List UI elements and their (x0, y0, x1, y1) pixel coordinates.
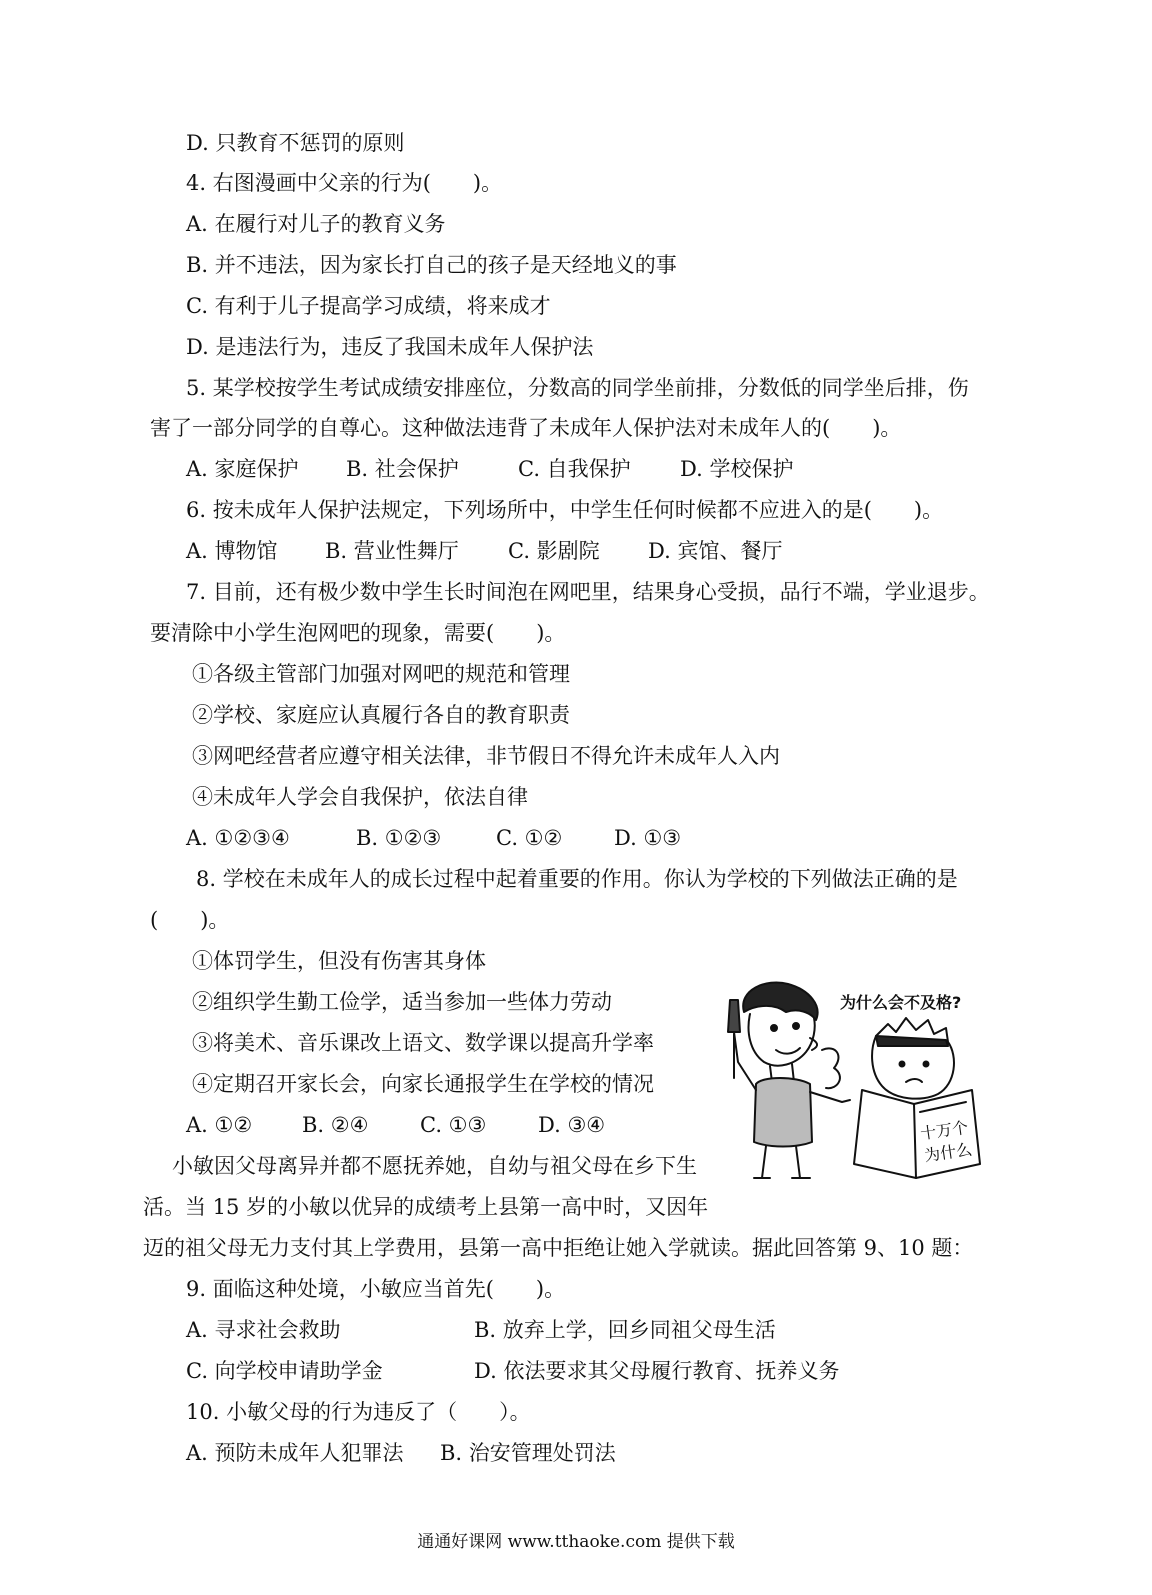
cartoon-book-title-line-2: 为什么 (923, 1139, 974, 1166)
passage-line-3: 迈的祖父母无力支付其上学费用，县第一高中拒绝让她入学就读。据此回答第 9、10 题： (143, 1236, 974, 1260)
q7-item-2: ②学校、家庭应认真履行各自的教育职责 (192, 703, 570, 727)
page-footer: 通通好课网 www.tthaoke.com 提供下载 (417, 1532, 735, 1552)
q8-item-3: ③将美术、音乐课改上语文、数学课以提高升学率 (192, 1031, 654, 1055)
q8-item-1: ①体罚学生，但没有伤害其身体 (192, 949, 486, 973)
cartoon-illustration (726, 972, 994, 1184)
q10-option-b: B. 治安管理处罚法 (440, 1441, 616, 1465)
q5-stem-line-1: 5. 某学校按学生考试成绩安排座位，分数高的同学坐前排，分数低的同学坐后排，伤 (186, 376, 969, 400)
q8-option-a: A. ①② (186, 1113, 253, 1137)
q10-stem: 10. 小敏父母的行为违反了（ ）。 (186, 1400, 531, 1424)
q7-item-1: ①各级主管部门加强对网吧的规范和管理 (192, 662, 570, 686)
q8-item-2: ②组织学生勤工俭学，适当参加一些体力劳动 (192, 990, 612, 1014)
q6-option-b: B. 营业性舞厅 (325, 539, 459, 563)
q6-stem: 6. 按未成年人保护法规定，下列场所中，中学生任何时候都不应进入的是( )。 (186, 498, 944, 522)
q4-option-a: A. 在履行对儿子的教育义务 (186, 212, 446, 236)
q9-option-a: A. 寻求社会救助 (186, 1318, 341, 1342)
q10-option-a: A. 预防未成年人犯罪法 (186, 1441, 404, 1465)
q7-option-a: A. ①②③④ (186, 826, 290, 850)
q3-option-d: D. 只教育不惩罚的原则 (186, 131, 405, 155)
q6-option-c: C. 影剧院 (508, 539, 600, 563)
q5-option-a: A. 家庭保护 (186, 457, 299, 481)
q4-option-c: C. 有利于儿子提高学习成绩，将来成才 (186, 294, 551, 318)
cartoon-book-title-line-1: 十万个 (919, 1117, 970, 1144)
q7-item-3: ③网吧经营者应遵守相关法律，非节假日不得允许未成年人入内 (192, 744, 780, 768)
q6-option-d: D. 宾馆、餐厅 (648, 539, 783, 563)
q4-option-b: B. 并不违法，因为家长打自己的孩子是天经地义的事 (186, 253, 677, 277)
q8-stem-line-1: 8. 学校在未成年人的成长过程中起着重要的作用。你认为学校的下列做法正确的是 (196, 867, 958, 891)
q9-option-b: B. 放弃上学，回乡同祖父母生活 (474, 1318, 776, 1342)
q8-item-4: ④定期召开家长会，向家长通报学生在学校的情况 (192, 1072, 654, 1096)
q9-stem: 9. 面临这种处境，小敏应当首先( )。 (186, 1277, 566, 1301)
q5-option-b: B. 社会保护 (346, 457, 459, 481)
q8-stem-line-2: ( )。 (150, 908, 230, 932)
q7-option-b: B. ①②③ (356, 826, 442, 850)
q7-item-4: ④未成年人学会自我保护，依法自律 (192, 785, 528, 809)
cartoon-speech-text: 为什么会不及格? (840, 993, 962, 1012)
q7-option-d: D. ①③ (614, 826, 682, 850)
q5-option-d: D. 学校保护 (680, 457, 794, 481)
q9-option-d: D. 依法要求其父母履行教育、抚养义务 (474, 1359, 840, 1383)
passage-line-1: 小敏因父母离异并都不愿抚养她，自幼与祖父母在乡下生 (172, 1154, 697, 1178)
q4-stem: 4. 右图漫画中父亲的行为( )。 (186, 171, 503, 195)
q7-option-c: C. ①② (496, 826, 563, 850)
q7-stem-line-2: 要清除中小学生泡网吧的现象，需要( )。 (150, 621, 566, 645)
q5-option-c: C. 自我保护 (518, 457, 631, 481)
passage-line-2: 活。当 15 岁的小敏以优异的成绩考上县第一高中时，又因年 (143, 1195, 709, 1219)
q9-option-c: C. 向学校申请助学金 (186, 1359, 383, 1383)
q6-option-a: A. 博物馆 (186, 539, 278, 563)
q5-stem-line-2: 害了一部分同学的自尊心。这种做法违背了未成年人保护法对未成年人的( )。 (150, 416, 902, 440)
q8-option-b: B. ②④ (302, 1113, 369, 1137)
q8-option-c: C. ①③ (420, 1113, 487, 1137)
q7-stem-line-1: 7. 目前，还有极少数中学生长时间泡在网吧里，结果身心受损，品行不端，学业退步。 (186, 580, 990, 604)
q4-option-d: D. 是违法行为，违反了我国未成年人保护法 (186, 335, 594, 359)
q8-option-d: D. ③④ (538, 1113, 606, 1137)
